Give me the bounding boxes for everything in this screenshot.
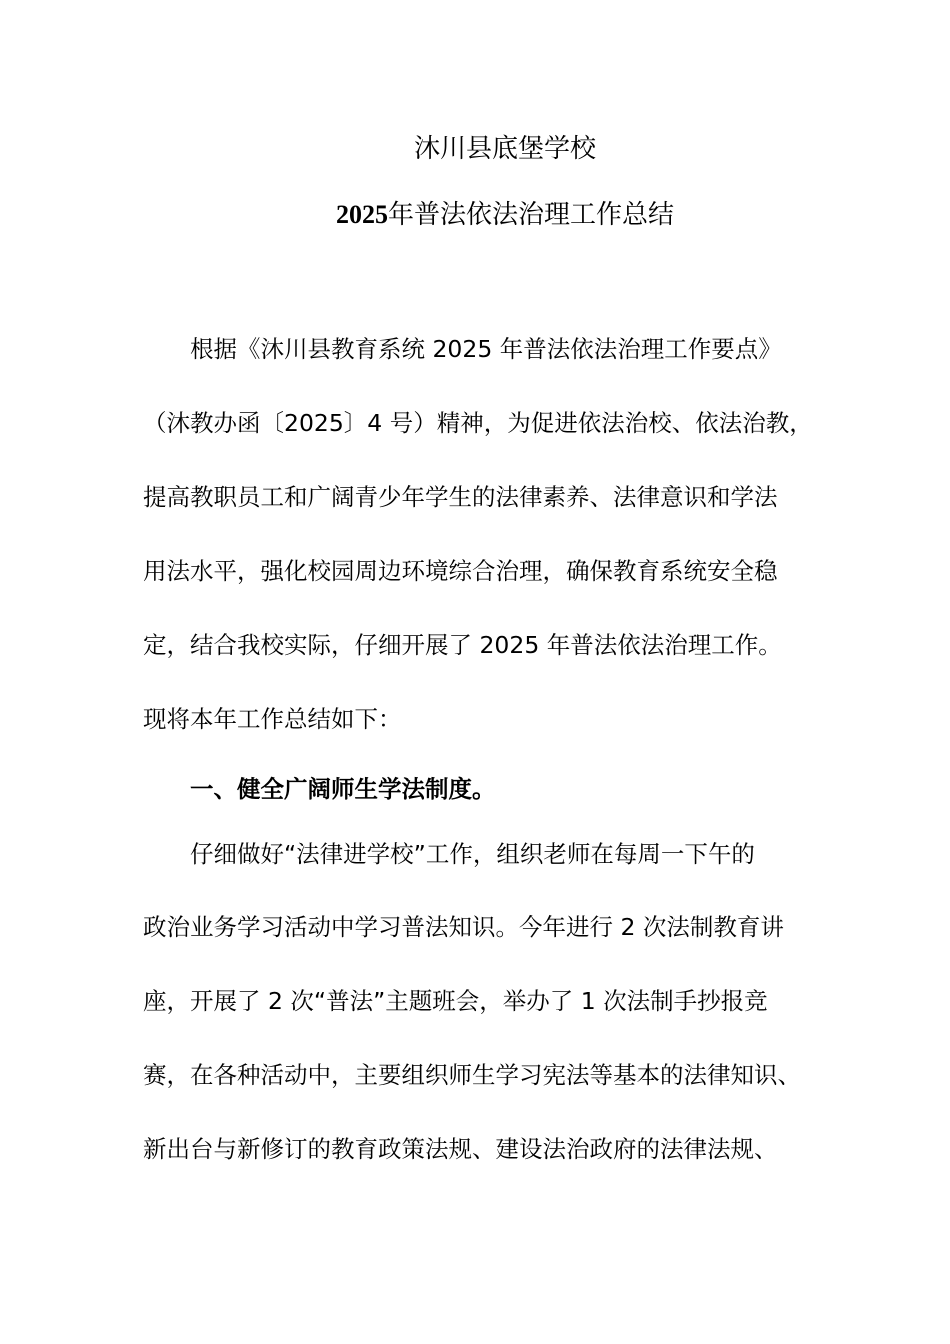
paragraph-line: 用法水平，强化校园周边环境综合治理，确保教育系统安全稳 xyxy=(143,557,778,585)
paragraph-line: 新出台与新修订的教育政策法规、建设法治政府的法律法规、 xyxy=(143,1135,778,1163)
paragraph-line: 定，结合我校实际，仔细开展了 2025 年普法依法治理工作。 xyxy=(143,631,782,659)
paragraph-line: 赛，在各种活动中，主要组织师生学习宪法等基本的法律知识、 xyxy=(143,1061,801,1089)
title-year: 2025 xyxy=(335,200,388,229)
document-title-report xyxy=(0,198,950,232)
paragraph-line: 根据《沐川县教育系统 2025 年普法依法治理工作要点》 xyxy=(190,335,782,363)
paragraph-line: 提高教职员工和广阔青少年学生的法律素养、法律意识和学法 xyxy=(143,483,778,511)
section-heading: 一、健全广阔师生学法制度。 xyxy=(190,775,496,803)
paragraph-line: （沐教办函〔2025〕4 号）精神，为促进依法治校、依法治教， xyxy=(143,409,813,437)
title-text: 年普法依法治理工作总结 xyxy=(387,200,674,230)
paragraph-line: 现将本年工作总结如下： xyxy=(143,705,402,733)
paragraph-line: 仔细做好“法律进学校”工作，组织老师在每周一下午的 xyxy=(190,840,755,868)
paragraph-line: 座，开展了 2 次“普法”主题班会，举办了 1 次法制手抄报竞 xyxy=(143,987,768,1015)
document-title-school: 沐川县底堡学校 xyxy=(413,134,596,164)
paragraph-line: 政治业务学习活动中学习普法知识。今年进行 2 次法制教育讲 xyxy=(143,913,784,941)
